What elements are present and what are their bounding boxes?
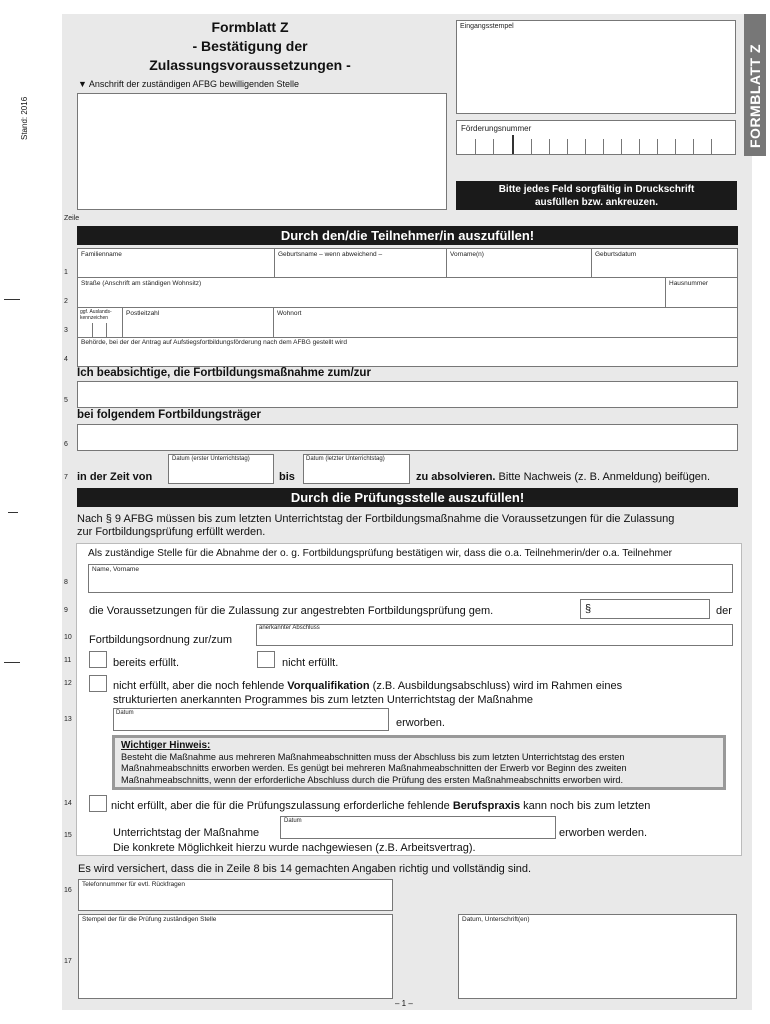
section1-header: Durch den/die Teilnehmer/in auszufüllen!	[77, 226, 738, 245]
fortbildungsordnung-text: Fortbildungsordnung zur/zum	[89, 634, 233, 646]
geburtsdatum-input[interactable]	[592, 260, 737, 277]
postleitzahl-input[interactable]	[123, 320, 272, 337]
bp-datum-label: Datum	[284, 818, 302, 824]
familienname-label: Familienname	[81, 251, 122, 258]
voraussetzungen-text: die Voraussetzungen für die Zulassung zur angestrebten Fortbildungsprüfung gem.	[89, 605, 494, 617]
datum-erster-label: Datum (erster Unterrichtstag)	[172, 456, 250, 462]
vorname-input[interactable]	[447, 260, 590, 277]
hinweis-line-3: Maßnahmeabschnitts, wenn der erforderliche Abschluss durch die Prüfung des ersten Maßnahmeabschnitts erworben wird.	[121, 774, 623, 785]
notice-line-2: ausfüllen bzw. ankreuzen.	[535, 197, 658, 208]
eingangsstempel-field[interactable]	[456, 20, 736, 114]
anerkannter-abschluss-label: anerkannter Abschluss	[259, 625, 320, 631]
massnahme-input[interactable]	[77, 381, 738, 408]
zeile-label: Zeile	[64, 215, 80, 222]
line-number: 4	[64, 356, 68, 363]
bereits-erfuellt-checkbox[interactable]	[89, 651, 107, 668]
vorqualifikation-text: nicht erfüllt, aber die noch fehlende Vorqualifikation (z.B. Ausbildungsabschluss) wird im Rahmen eines	[113, 680, 623, 692]
massnahme-heading: Ich beabsichtige, die Fortbildungsmaßnahme zum/zur	[77, 367, 371, 379]
versicherung-text: Es wird versichert, dass die in Zeile 8 bis 14 gemachten Angaben richtig und vollständig sind.	[78, 863, 532, 875]
foerderungsnummer-digit-cells	[457, 135, 735, 154]
title-line-1: Formblatt Z	[211, 19, 289, 35]
vorname-label: Vorname(n)	[450, 251, 484, 258]
line-number: 12	[64, 680, 72, 687]
familienname-input[interactable]	[78, 260, 273, 277]
line-number: 10	[64, 634, 72, 641]
geburtsname-input[interactable]	[275, 260, 445, 277]
moeglichkeit-text: Die konkrete Möglichkeit hierzu wurde nachgewiesen (z.B. Arbeitsvertrag).	[113, 842, 476, 854]
datum-unterschrift-field[interactable]	[458, 914, 737, 999]
anerkannter-abschluss-input[interactable]	[256, 624, 733, 646]
address-field[interactable]	[77, 93, 447, 210]
wohnort-input[interactable]	[274, 320, 737, 337]
stand-label: Stand: 2016	[20, 96, 29, 140]
foerderungsnummer-label: Förderungsnummer	[461, 124, 532, 133]
geburtsname-label: Geburtsname – wenn abweichend –	[278, 251, 383, 258]
line-number: 5	[64, 397, 68, 404]
notice-line-1: Bitte jedes Feld sorgfältig in Druckschrift	[498, 184, 695, 195]
bis-label: bis	[279, 471, 295, 483]
datum-letzter-label: Datum (letzter Unterrichtstag)	[306, 456, 385, 462]
behoerde-label: Behörde, bei der der Antrag auf Aufstiegsfortbildungsförderung nach dem AFBG gestellt wird	[81, 339, 347, 346]
hinweis-title: Wichtiger Hinweis:	[121, 740, 211, 751]
line-number: 9	[64, 607, 68, 614]
fortbildungstraeger-heading: bei folgendem Fortbildungsträger	[77, 409, 262, 421]
title-line-3: Zulassungsvoraussetzungen -	[149, 57, 351, 73]
strasse-input[interactable]	[78, 290, 664, 307]
line-number: 1	[64, 269, 68, 276]
datum-unterschrift-label: Datum, Unterschrift(en)	[462, 916, 530, 923]
line-number: 11	[64, 657, 72, 664]
line-number: 8	[64, 579, 68, 586]
name-vorname-input[interactable]	[88, 564, 733, 593]
line-number: 14	[64, 800, 72, 807]
bp-datum-input[interactable]	[280, 816, 556, 839]
fill-instructions-notice	[456, 181, 737, 210]
stempel-label: Stempel der für die Prüfung zuständigen Stelle	[82, 916, 217, 923]
hinweis-line-1: Besteht die Maßnahme aus mehreren Maßnahmeabschnitten muss der Abschluss bis zum letzten Unterrichtstag des ersten	[121, 751, 625, 762]
vorqualifikation-checkbox[interactable]	[89, 675, 107, 692]
nicht-erfuellt-label: nicht erfüllt.	[282, 657, 339, 669]
line-number: 17	[64, 958, 72, 965]
hinweis-line-2: Maßnahmeabschnitts erworben werden. Es genügt bei mehreren Maßnahmeabschnitten der Erwerb vor Beginn des zweiten	[121, 763, 627, 773]
line-number: 13	[64, 716, 72, 723]
paragraph-sign: §	[585, 603, 592, 615]
punch-mark	[8, 512, 18, 513]
vq-datum-label: Datum	[116, 710, 134, 716]
line-number: 6	[64, 441, 68, 448]
strasse-label: Straße (Anschrift am ständigen Wohnsitz)	[81, 280, 202, 287]
geburtsdatum-label: Geburtsdatum	[595, 251, 637, 258]
eingangsstempel-label: Eingangsstempel	[460, 23, 514, 30]
erworben-werden-text: erworben werden.	[559, 827, 648, 839]
line-number: 7	[64, 474, 68, 481]
hausnummer-label: Hausnummer	[669, 280, 709, 287]
page-number: – 1 –	[395, 999, 413, 1008]
hausnummer-input[interactable]	[666, 290, 737, 307]
section2-intro: Nach § 9 AFBG müssen bis zum letzten Unterrichtstag der Fortbildungsmaßnahme die Voraussetzungen für die Zulassung zur Fortbildungsprüfung erfüllt werden.	[77, 513, 675, 538]
confirm-text: Als zuständige Stelle für die Abnahme der o. g. Fortbildungsprüfung bestätigen wir, dass die o.a. Teilnehmerin/der o.a. Teilnehmer	[88, 548, 673, 559]
telefon-label: Telefonnummer für evtl. Rückfragen	[82, 881, 185, 888]
bereits-erfuellt-label: bereits erfüllt.	[113, 657, 180, 669]
address-label: ▼ Anschrift der zuständigen AFBG bewilligenden Stelle	[78, 79, 300, 89]
der-text: der	[716, 605, 732, 617]
postleitzahl-label: Postleitzahl	[126, 310, 160, 317]
line-number: 16	[64, 887, 72, 894]
section2-header: Durch die Prüfungsstelle auszufüllen!	[77, 488, 738, 507]
name-vorname-label: Name, Vorname	[92, 566, 139, 573]
nicht-erfuellt-checkbox[interactable]	[257, 651, 275, 668]
unterrichtstag-text: Unterrichtstag der Maßnahme	[113, 827, 260, 839]
fold-mark	[4, 662, 20, 663]
formblatt-side-tab-text: FORMBLATT Z	[747, 44, 763, 148]
paragraph-input[interactable]	[580, 599, 710, 619]
vq-erworben-text: erworben.	[396, 717, 445, 729]
auslandskennzeichen-input[interactable]	[78, 323, 121, 337]
fortbildungstraeger-input[interactable]	[77, 424, 738, 451]
berufspraxis-text: nicht erfüllt, aber die für die Prüfungszulassung erforderliche fehlende Berufspraxis kann noch bis zum letzten	[111, 800, 651, 812]
vq-datum-input[interactable]	[113, 708, 389, 731]
wohnort-label: Wohnort	[277, 310, 302, 317]
title-line-2: - Bestätigung der	[192, 38, 308, 54]
form-title	[140, 18, 360, 75]
zeit-von-label: in der Zeit von	[77, 471, 153, 483]
absolvieren-text: zu absolvieren. Bitte Nachweis (z. B. Anmeldung) beifügen.	[416, 471, 711, 483]
line-number: 15	[64, 832, 72, 839]
fold-mark	[4, 299, 20, 300]
wichtiger-hinweis-box	[112, 735, 726, 790]
auslandskennzeichen-label: ggf. Auslands- kennzeichen	[80, 309, 112, 321]
berufspraxis-checkbox[interactable]	[89, 795, 107, 812]
line-number: 2	[64, 298, 68, 305]
vorqualifikation-text-line2: strukturierten anerkannten Programmes bis zum letzten Unterrichtstag der Maßnahme	[113, 694, 534, 706]
line-number: 3	[64, 327, 68, 334]
stempel-field[interactable]	[78, 914, 393, 999]
